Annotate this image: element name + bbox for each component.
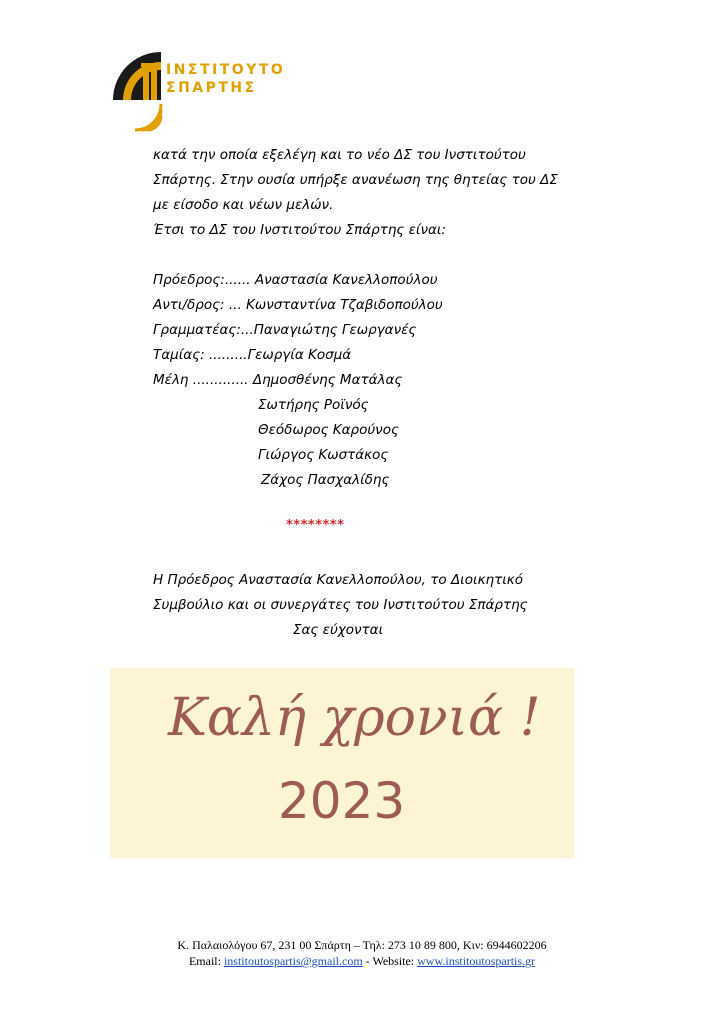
intro-line: Έτσι το ΔΣ του Ινστιτούτου Σπάρτης είναι: [153,222,447,238]
intro-line: κατά την οποία εξελέγη και το νέο ΔΣ του Ινστιτούτου [153,147,526,163]
board-members: Μέλη ............. Δημοσθένης Ματάλας [153,372,403,388]
closing-line: Σας εύχονται [293,622,384,638]
board-member: Γιώργος Κωστάκος [258,447,389,463]
board-treasurer: Ταμίας: .........Γεωργία Κοσμά [153,347,352,363]
logo-title-line2: ΣΠΑΡΤΗΣ [166,80,257,96]
board-member: Ζάχος Πασχαλίδης [261,472,390,488]
website-link[interactable]: www.institoutospartis.gr [417,954,536,968]
closing-line: Η Πρόεδρος Αναστασία Κανελλοπούλου, το Διοικητικό [153,572,523,588]
board-vice-president: Αντι/δρος: ... Κωνσταντίνα Τζαβιδοπούλου [153,297,443,313]
greeting-year: 2023 [278,772,406,830]
greeting-text: Καλή χρονιά ! [168,688,541,748]
intro-line: Σπάρτης. Στην ουσία υπήρξε ανανέωση της θητείας του ΔΣ [153,172,558,188]
logo-title-line1: ΙΝΣΤΙΤΟΥΤΟ [166,62,286,78]
greeting-banner [110,668,574,858]
board-member: Σωτήρης Ροϊνός [258,397,369,413]
board-member: Θεόδωρος Καρούνος [258,422,399,438]
board-secretary: Γραμματέας:...Παναγιώτης Γεωργανές [153,322,417,338]
footer-email-label: Email: [188,954,224,968]
logo-emblem-icon [111,50,171,132]
intro-line: με είσοδο και νέων μελών. [153,197,334,213]
footer-address: Κ. Παλαιολόγου 67, 231 00 Σπάρτη – Τηλ: 273 10 89 800, Κιν: 6944602206 [177,938,547,952]
section-separator: ******** [286,518,345,533]
closing-line: Συμβούλιο και οι συνεργάτες του Ινστιτούτου Σπάρτης [153,597,528,613]
footer-website-label: - Website: [362,954,418,968]
board-president: Πρόεδρος:...... Αναστασία Κανελλοπούλου [153,272,438,288]
institute-logo [111,50,291,130]
footer-contact [0,954,724,969]
email-link[interactable]: institoutospartis@gmail.com [223,954,363,968]
